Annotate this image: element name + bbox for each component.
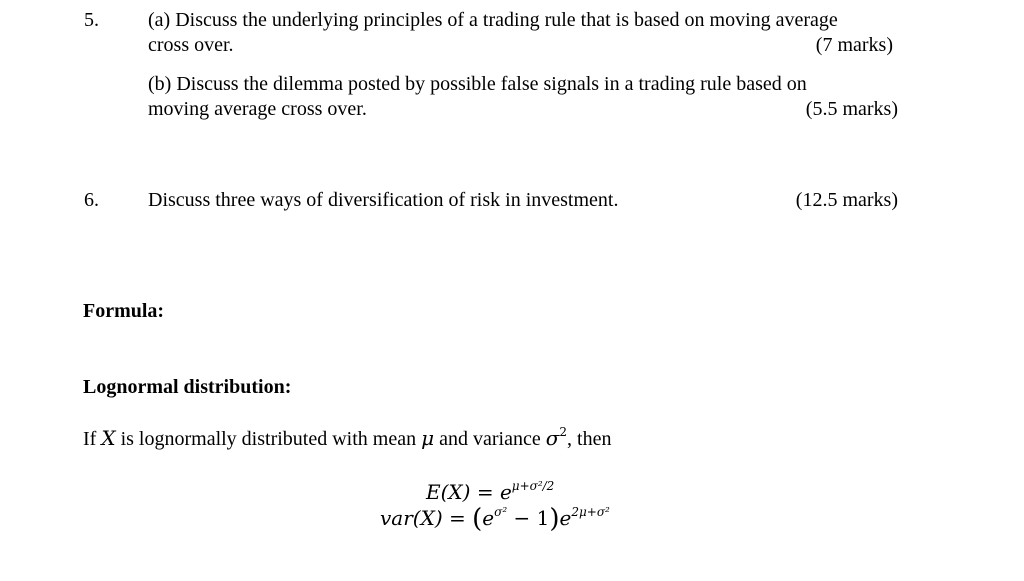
question-5b-marks: (5.5 marks): [805, 98, 898, 120]
sigma-exponent: 2: [559, 425, 568, 439]
eq1-base: e: [499, 480, 512, 504]
equation-variance: [380, 504, 610, 534]
lognormal-heading: Lognormal distribution:: [83, 376, 292, 398]
intro-post: , then: [567, 428, 612, 450]
eq2-lhs: var(X): [380, 506, 443, 530]
equation-expectation: [426, 480, 554, 504]
eq2-equals: =: [449, 506, 466, 530]
eq2-open-paren: (: [472, 504, 483, 534]
eq1-lhs: E(X): [426, 480, 471, 504]
question-5a-line1: (a) Discuss the underlying principles of a trading rule that is based on moving average: [148, 9, 838, 31]
eq2-base2: e: [559, 506, 572, 530]
symbol-mu: μ: [421, 426, 435, 450]
intro-pre: If: [83, 428, 97, 450]
question-6-number: 6.: [84, 189, 99, 211]
question-5a-line2: cross over.: [148, 34, 234, 56]
eq2-base1: e: [482, 506, 495, 530]
formula-heading: Formula:: [83, 300, 165, 322]
question-5a-marks: (7 marks): [815, 34, 893, 56]
eq2-exponent2: 2μ+σ²: [571, 505, 610, 519]
question-6-text: Discuss three ways of diversification of risk in investment.: [148, 189, 619, 211]
intro-and: and variance: [439, 428, 541, 450]
question-5-number: 5.: [84, 9, 99, 31]
question-5b-line2: moving average cross over.: [148, 98, 367, 120]
lognormal-intro: [83, 426, 611, 451]
eq2-minus-one: − 1: [513, 506, 550, 530]
eq1-exponent: μ+σ²/2: [511, 479, 555, 493]
question-5b-line1: (b) Discuss the dilemma posted by possible false signals in a trading rule based on: [148, 73, 807, 95]
question-6-marks: (12.5 marks): [795, 189, 898, 211]
eq2-close-paren: ): [549, 504, 560, 534]
eq1-equals: =: [476, 480, 494, 504]
variable-x: X: [101, 426, 116, 450]
eq2-exponent1: σ²: [494, 505, 508, 519]
symbol-sigma: σ: [545, 426, 560, 450]
intro-mid: is lognormally distributed with mean: [120, 428, 417, 450]
